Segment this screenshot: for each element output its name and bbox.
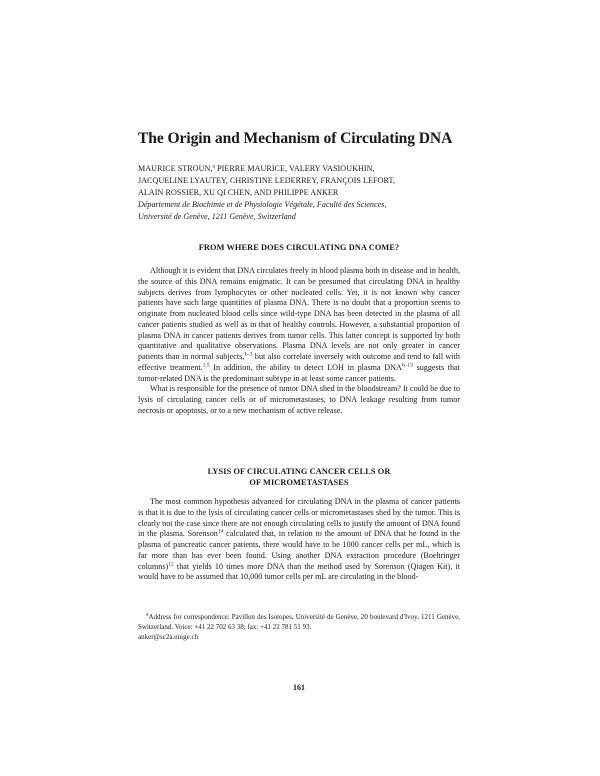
footnote-email: anker@sc2a.unige.ch xyxy=(138,633,199,641)
footnote: $^a$Address for correspondence: Pavillon des Isotopes, Université de Genève, 20 boulevard d'Ivoy, 1211 Genève, Switzerland. Voice: +41 22 702 63 38; fax: +41 22 781 51 93. anker@sc2a.unige.ch xyxy=(138,611,460,641)
section-heading-origin: FROM WHERE DOES CIRCULATING DNA COME? xyxy=(198,243,400,252)
affiliation-line-2: Université de Genève, 1211 Genève, Switzerland xyxy=(138,211,296,221)
citation: 1,5 xyxy=(202,362,210,369)
citation: 12 xyxy=(168,560,174,567)
correspondence-mark: a xyxy=(212,163,215,170)
author-line-1: MAURICE STROUN,$^a$ PIERRE MAURICE, VALERY VASIOUKHIN, xyxy=(138,163,375,173)
citation: 14 xyxy=(217,528,224,535)
section-heading-lysis: LYSIS OF CIRCULATING CANCER CELLS OR OF MICROMETASTASES xyxy=(207,467,391,487)
paragraph: The most common hypothesis advanced for circulating DNA in the plasma of cancer patients is that it is due to the lysis of circulating cancer cells or micrometastases shed by the tumor. This is clearly not the case since there are not enough circulating cells to justify the amount of DNA found in the plasma. Sorenson$^{14}$ calculated that, in relation to the amount of DNA that he found in the plasma of pancreatic cancer patients, there would have to be 1000 cancer cells per mL, which is far more than has ever been found. Using another DNA extraction procedure (Boehringer columns)$^{12}$ that yields 10 times more DNA than the method used by Sorenson (Qiagen Kit), it would have to be assumed that 10,000 tumor cells per mL are circulating in the blood- xyxy=(138,497,460,582)
page-number: 161 xyxy=(293,683,305,692)
citation: 6–13 xyxy=(401,362,413,369)
citation: 1–3 xyxy=(244,351,253,358)
article-title: The Origin and Mechanism of Circulating DNA xyxy=(138,130,453,147)
paragraph: What is responsible for the presence of tumor DNA shed in the bloodstream? It could be due to lysis of circulating cancer cells or of micrometastases, to DNA leakage resulting from tumor necrosis or apoptosis, or to a new mechanism of active release. xyxy=(138,384,460,415)
author-line-3: ALAIN ROSSIER, XU QI CHEN, AND PHILIPPE ANKER xyxy=(138,188,339,197)
paragraph: Although it is evident that DNA circulates freely in blood plasma both in disease and in health, the source of this DNA remains enigmatic. It can be presumed that circulating DNA in healthy subjects derives from lymphocytes or other nucleated cells. Yet, it is not known why cancer patients have such large quantities of plasma DNA. There is no doubt that a proportion seems to originate from nucleated blood cells since wild-type DNA has been detected in the plasma of all cancer patients studied as well as in that of healthy controls. However, a substantial proportion of plasma DNA in cancer patients derives from tumor cells. This latter concept is supported by both quantitative and qualitative observations. Plasma DNA levels are not only greater in cancer patients than in normal subjects,$^{1-3}$ but also correlate inversely with outcome and tend to fall with effective treatment.$^{1,5}$ In addition, the ability to detect LOH in plasma DNA$^{6-13}$ suggests that tumor-related DNA is the predominant subtype in at least some cancer patients. xyxy=(138,266,460,383)
author-list xyxy=(138,163,498,199)
affiliation-line-1: Département de Biochimie et de Physiologie Végétale, Faculté des Sciences, xyxy=(138,200,387,209)
footnote-mark: a xyxy=(146,611,149,618)
section-body-lysis xyxy=(138,497,460,583)
author-line-2: JACQUELINE LYAUTEY, CHRISTINE LEDERREY, FRANÇOIS LEFORT, xyxy=(138,176,395,185)
section-body-origin xyxy=(138,266,460,417)
affiliation xyxy=(138,199,498,222)
